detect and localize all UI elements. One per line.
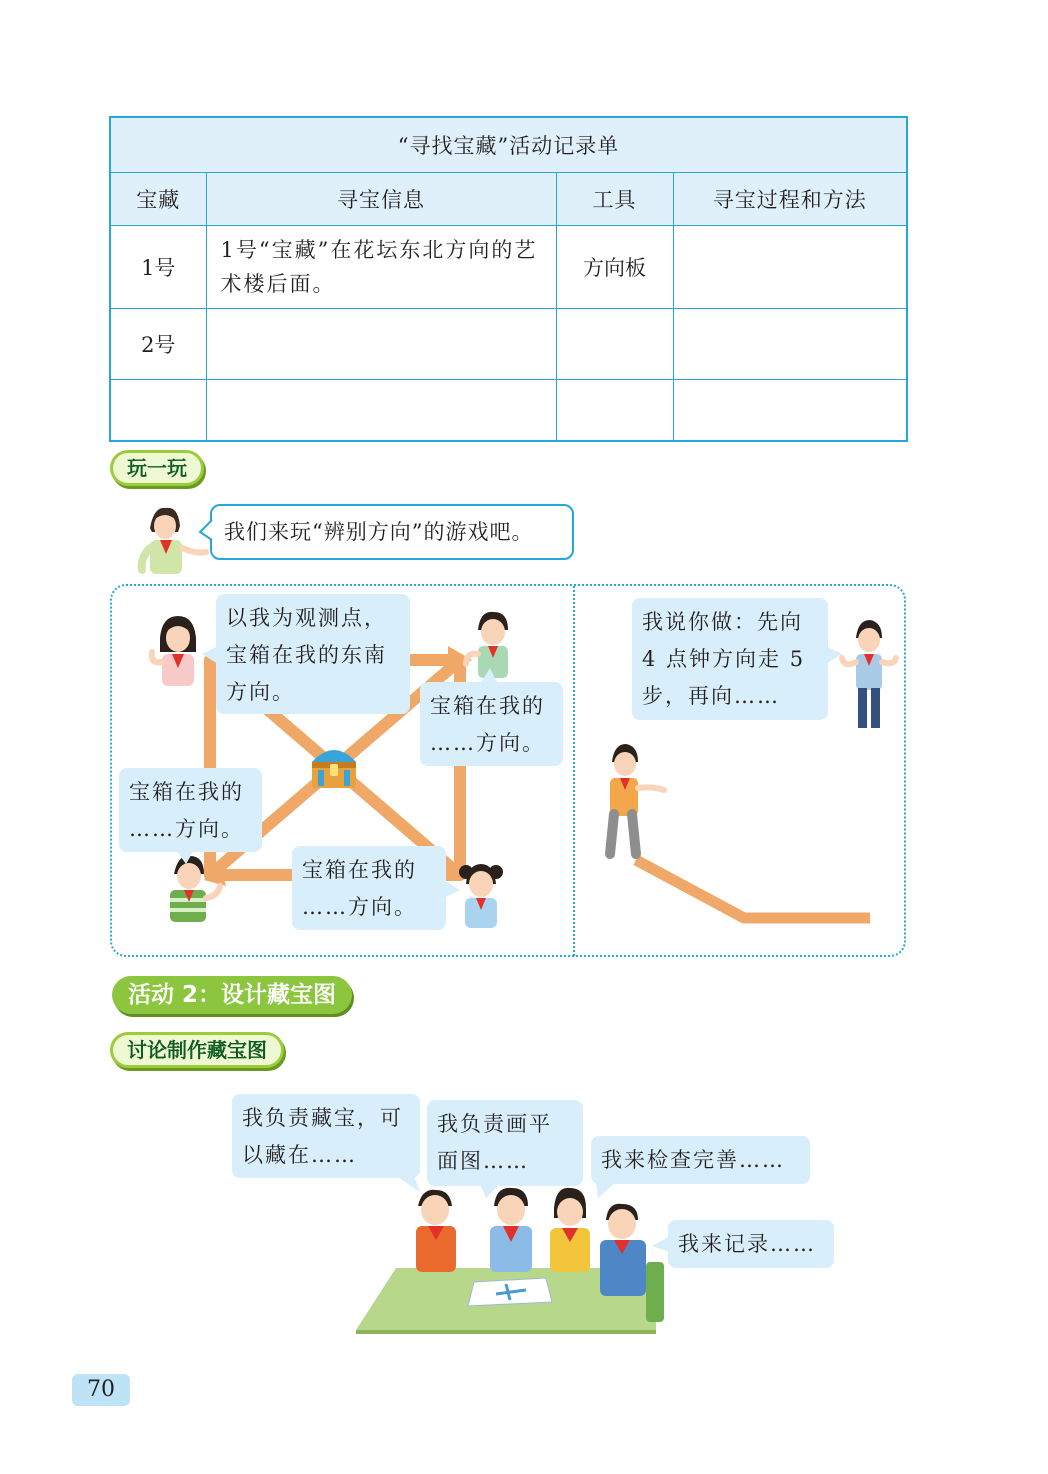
speech-bubble-hide [232,1094,420,1178]
cell-treasure[interactable] [110,380,206,442]
speech-bubble-draw [427,1100,583,1186]
bubble-line: 宝箱在我的 [430,694,545,718]
bubble-line: 面图…… [437,1149,529,1173]
bubble-line: ……方向。 [129,817,244,841]
bubble-line: 宝箱在我的 [129,780,244,804]
girl-figure-icon [148,612,210,688]
speech-bubble-check: 我来检查完善…… [591,1136,810,1184]
cell-method[interactable] [673,226,907,309]
girl-figure-icon [452,858,510,930]
treasure-chest-icon [306,742,362,792]
kids-discussion-illustration [356,1184,676,1334]
header-method: 寻宝过程和方法 [673,173,907,226]
bubble-line: 方向。 [226,680,295,704]
cell-method[interactable] [673,309,907,380]
cell-tool: 方向板 [556,226,673,309]
cell-info[interactable] [206,380,556,442]
bubble-line: 我负责画平 [437,1112,552,1136]
cell-treasure: 2号 [110,309,206,380]
speech-bubble-observer [216,594,410,714]
bubble-line: 以藏在…… [242,1143,357,1167]
bubble-tail [176,850,194,864]
record-table [109,116,908,442]
bubble-line: 我负责藏宝，可 [242,1106,403,1130]
table-caption: “寻找宝藏”活动记录单 [110,117,907,173]
bubble-tail [480,668,498,684]
cell-treasure: 1号 [110,226,206,309]
activity-2-title: 活动 2：设计藏宝图 [112,976,352,1014]
header-info: 寻宝信息 [206,173,556,226]
bubble-tail [198,518,214,542]
cell-info: 1号“宝藏”在花坛东北方向的艺术楼后面。 [206,226,556,309]
cell-info[interactable] [206,309,556,380]
play-tag: 玩一玩 [110,450,204,486]
bubble-line: 以我为观测点， [226,606,387,630]
boy-walking-icon [598,742,670,862]
table-row [110,309,907,380]
cell-tool[interactable] [556,380,673,442]
table-row [110,226,907,309]
bubble-line: ……方向。 [302,895,417,919]
header-treasure: 宝藏 [110,173,206,226]
discussion-tag: 讨论制作藏宝图 [110,1032,284,1068]
speech-bubble-record: 我来记录…… [668,1220,834,1268]
page-number: 70 [72,1374,130,1406]
intro-speech-bubble: 我们来玩“辨别方向”的游戏吧。 [210,504,574,560]
game-divider [573,586,575,956]
walking-path [620,850,880,930]
speech-bubble-right [420,682,563,766]
cell-method[interactable] [673,380,907,442]
bubble-tail [444,880,460,898]
boy-standing-icon [836,618,900,734]
header-tool: 工具 [556,173,673,226]
bubble-line: ……方向。 [430,731,545,755]
cell-tool[interactable] [556,309,673,380]
speech-bubble-left [119,768,262,852]
bubble-line: 步，再向…… [642,684,780,708]
bubble-line: 宝箱在我的东南 [226,643,387,667]
bubble-line: 我说你做：先向 [642,610,803,634]
bubble-tail [202,646,218,664]
table-row [110,380,907,442]
speech-bubble-instruction [632,598,828,720]
bubble-line: 4 点钟方向走 5 [642,647,806,671]
bubble-line: 宝箱在我的 [302,858,417,882]
speech-bubble-bottom [292,846,446,930]
